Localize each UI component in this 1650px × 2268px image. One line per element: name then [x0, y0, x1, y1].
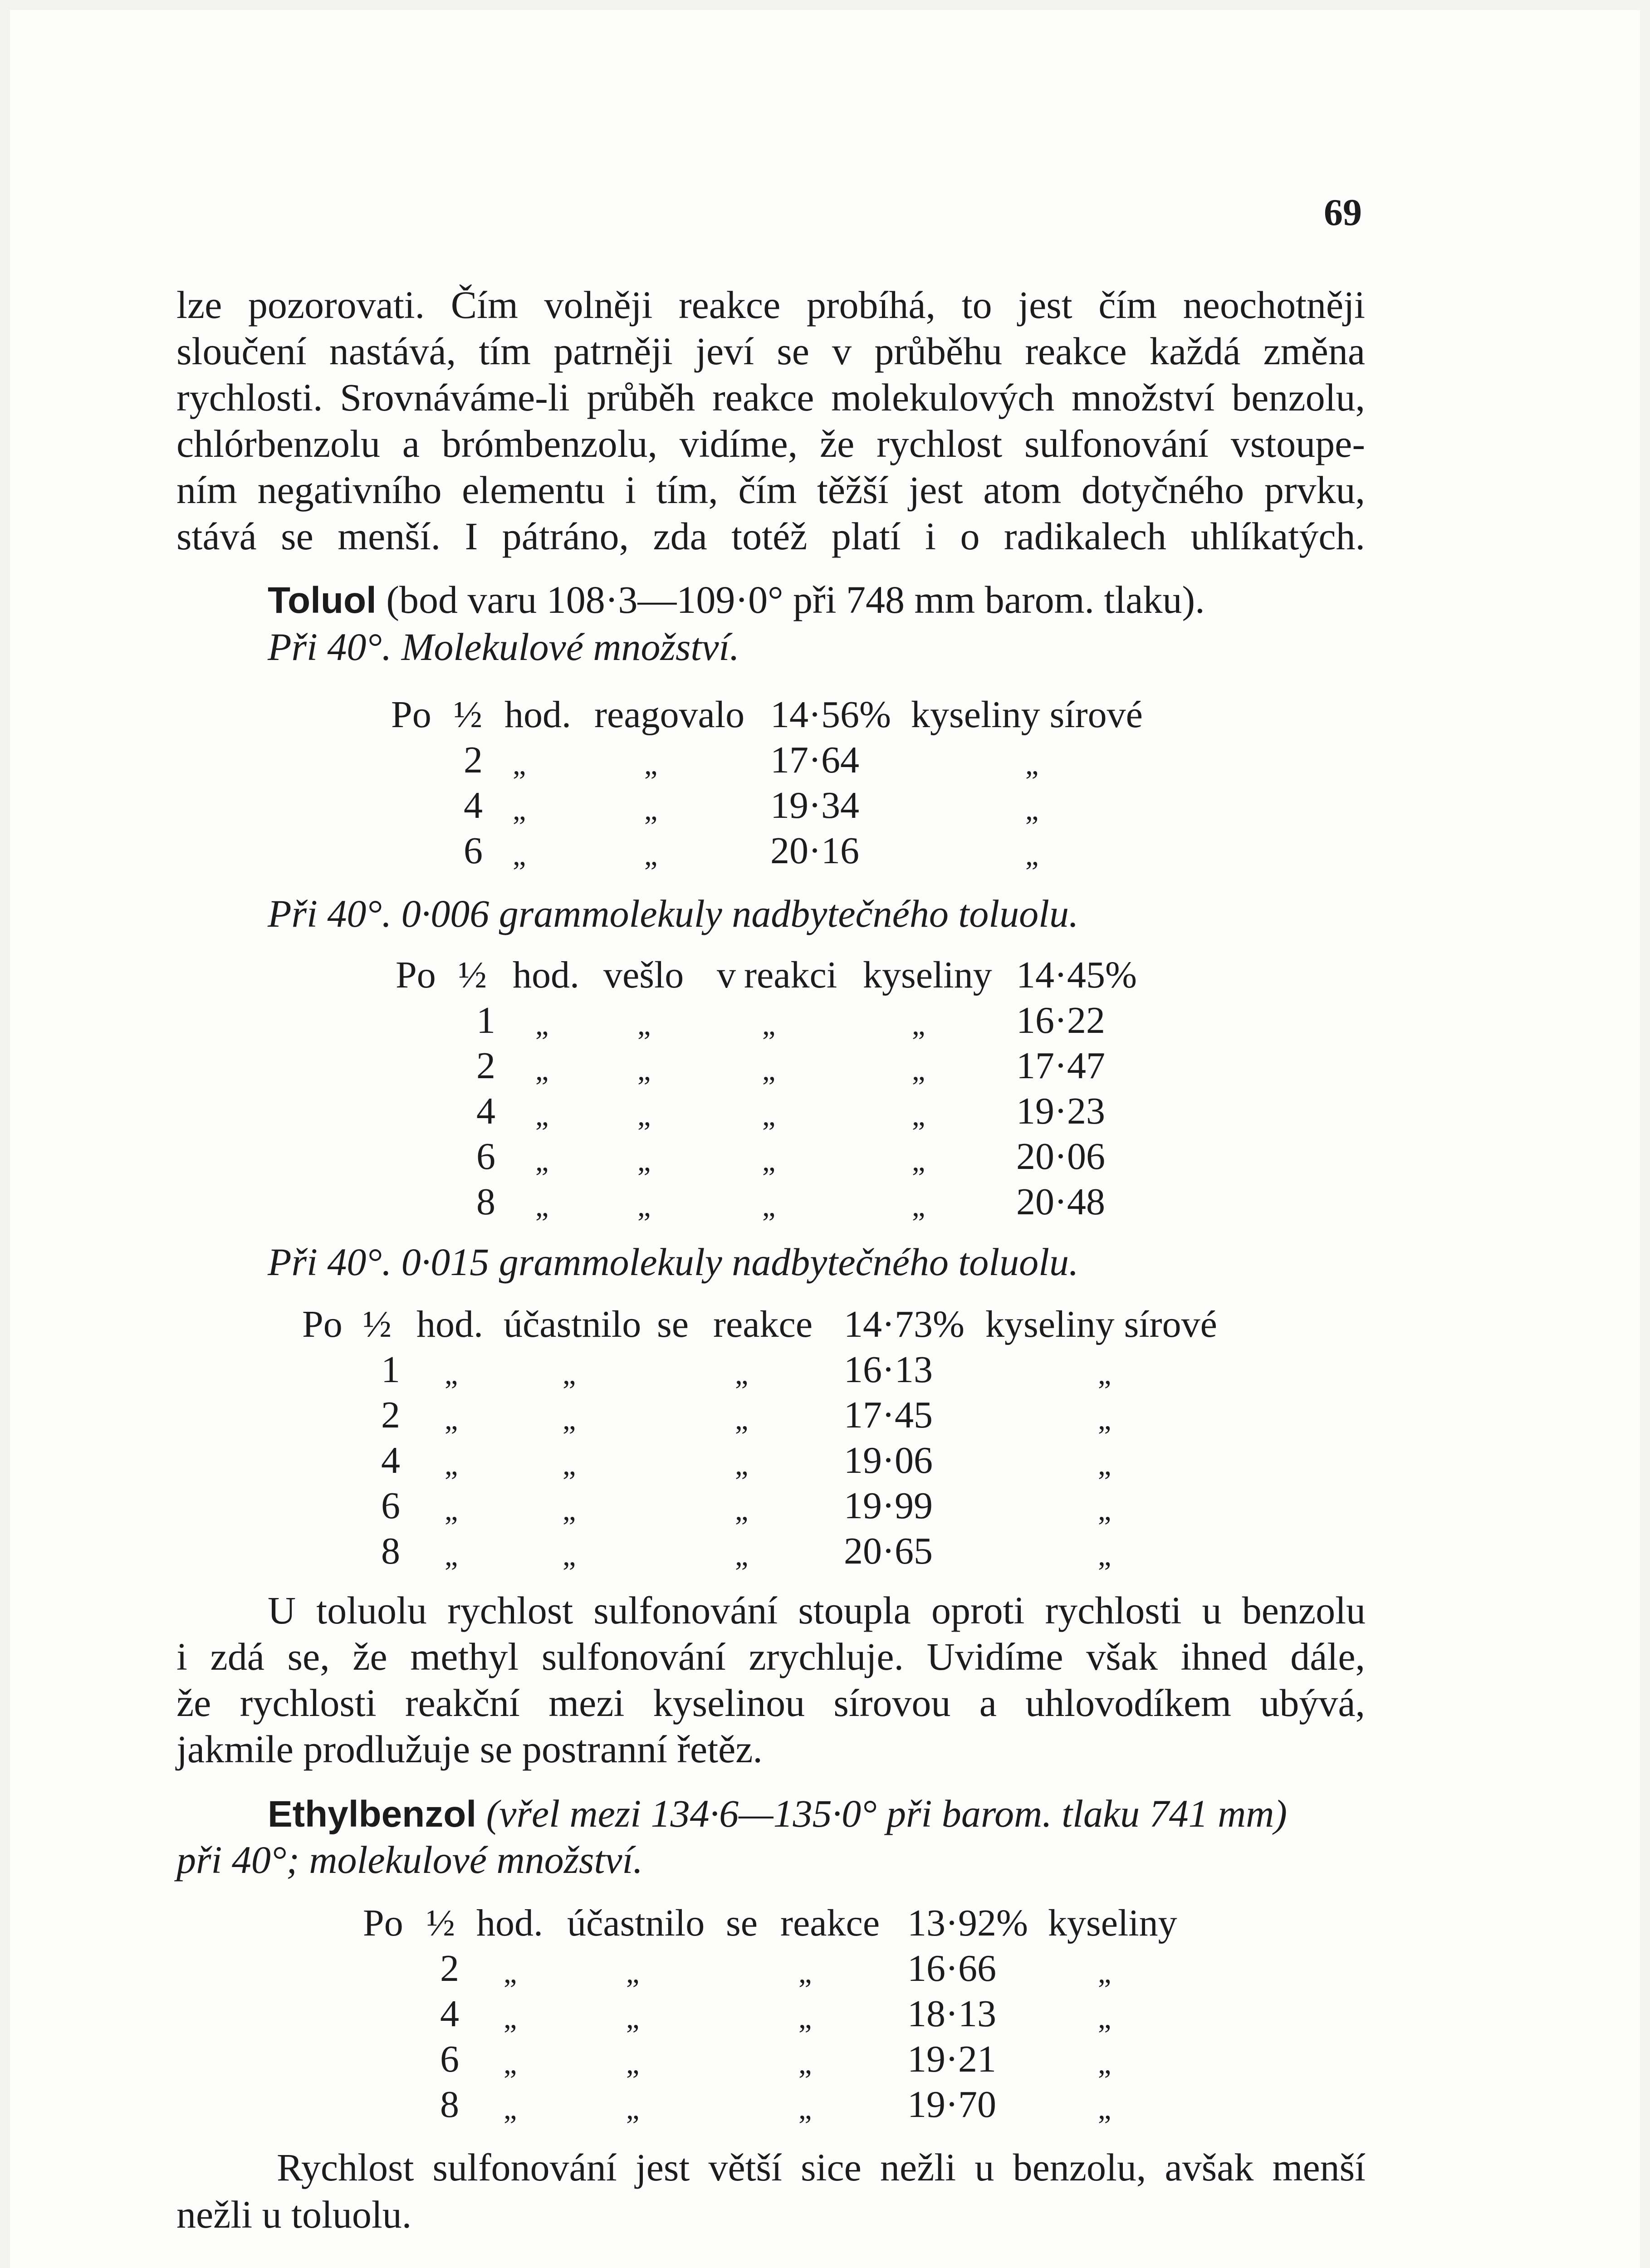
ditto-mark: „: [1025, 748, 1039, 781]
ditto-mark: „: [445, 1539, 458, 1572]
time-cell: 2: [476, 1045, 495, 1087]
conclusion-line: i zdá se, že methyl sulfonování zrychluje. Uvidíme však ihned dále,: [176, 1635, 1365, 1678]
ditto-mark: „: [644, 839, 658, 872]
ethyl-subheading: při 40°; molekulové množství.: [176, 1838, 643, 1882]
word-label: reakce: [713, 1303, 813, 1345]
ditto-mark: „: [504, 1956, 517, 1989]
time-cell: 6: [440, 2038, 459, 2080]
time-cell: 4: [440, 1993, 459, 2035]
toluol-heading: [268, 577, 1266, 623]
ditto-mark: „: [535, 1099, 549, 1132]
po-label: Po: [363, 1902, 403, 1944]
hod-label: hod.: [513, 954, 579, 996]
word-label: účastnilo: [504, 1303, 641, 1345]
ditto-mark: „: [563, 1403, 576, 1436]
ditto-mark: „: [637, 1099, 651, 1132]
half-label: ½: [458, 954, 487, 996]
ditto-mark: „: [563, 1358, 576, 1391]
value-cell: 14·73%: [844, 1303, 965, 1345]
intro-line: sloučení nastává, tím patrněji jeví se v průběhu reakce každá změna: [176, 329, 1365, 373]
po-label: Po: [391, 694, 431, 736]
value-cell: 19·34: [770, 784, 859, 826]
verb-label: reagovalo: [594, 694, 745, 736]
time-cell: 2: [464, 739, 483, 781]
time-cell: 1: [476, 999, 495, 1041]
intro-line: stává se menší. I pátráno, zda totéž platí i o radikalech uhlíkatých.: [176, 514, 1365, 558]
ditto-mark: „: [445, 1358, 458, 1391]
time-cell: 6: [476, 1135, 495, 1178]
word-label: vešlo: [603, 954, 684, 996]
ditto-mark: „: [762, 1190, 776, 1223]
value-cell: 16·13: [844, 1349, 933, 1391]
ditto-mark: „: [626, 1956, 640, 1989]
po-label: Po: [302, 1303, 343, 1345]
ditto-mark: „: [637, 1054, 651, 1087]
final-line: Rychlost sulfonování jest větší sice nežli u benzolu, avšak menší: [277, 2146, 1366, 2189]
time-cell: 2: [440, 1947, 459, 1989]
word-label: se: [726, 1902, 758, 1944]
unit-label: kyseliny: [1048, 1902, 1177, 1944]
value-cell: 19·06: [844, 1439, 933, 1481]
toluol-desc: (bod varu 108·3—109·0° při 748 mm barom. tlaku).: [386, 578, 1205, 621]
value-cell: 20·16: [770, 830, 859, 872]
ditto-mark: „: [644, 748, 658, 781]
intro-line: rychlosti. Srovnáváme-li průběh reakce molekulových množství benzolu,: [176, 376, 1365, 419]
time-cell: 6: [464, 830, 483, 872]
time-cell: 8: [440, 2083, 459, 2126]
value-cell: 20·65: [844, 1530, 933, 1572]
conclusion-line: jakmile prodlužuje se postranní řetěz.: [176, 1727, 763, 1771]
ditto-mark: „: [513, 748, 526, 781]
ditto-mark: „: [1098, 2002, 1111, 2035]
ditto-mark: „: [626, 2047, 640, 2080]
ditto-mark: „: [1025, 793, 1039, 826]
intro-line: lze pozorovati. Čím volněji reakce probíhá, to jest čím neochotněji: [176, 283, 1365, 327]
value-cell: 16·66: [907, 1947, 996, 1989]
conclusion-line: že rychlosti reakční mezi kyselinou sírovou a uhlovodíkem ubývá,: [176, 1681, 1365, 1725]
time-cell: 4: [381, 1439, 400, 1481]
ditto-mark: „: [637, 1008, 651, 1041]
hod-label: hod.: [416, 1303, 483, 1345]
ditto-mark: „: [798, 2047, 812, 2080]
ditto-mark: „: [626, 2002, 640, 2035]
unit-label: kyseliny sírové: [911, 694, 1143, 736]
ditto-mark: „: [535, 1008, 549, 1041]
final-line: nežli u toluolu.: [176, 2193, 412, 2236]
half-label: ½: [454, 694, 482, 736]
value-cell: 14·45%: [1016, 954, 1137, 996]
toluol-subheading-3: Při 40°. 0·015 grammolekuly nadbytečného toluolu.: [268, 1240, 1079, 1284]
ditto-mark: „: [912, 1054, 925, 1087]
ditto-mark: „: [735, 1358, 749, 1391]
intro-line: chlórbenzolu a brómbenzolu, vidíme, že rychlost sulfonování vstoupe-: [176, 422, 1365, 465]
word-label: se: [657, 1303, 689, 1345]
value-cell: 19·21: [907, 2038, 996, 2080]
ditto-mark: „: [513, 839, 526, 872]
value-cell: 19·99: [844, 1485, 933, 1527]
ditto-mark: „: [735, 1539, 749, 1572]
ditto-mark: „: [798, 2002, 812, 2035]
ditto-mark: „: [1098, 1448, 1111, 1481]
ditto-mark: „: [504, 2047, 517, 2080]
ditto-mark: „: [798, 1956, 812, 1989]
ditto-mark: „: [1098, 1539, 1111, 1572]
value-cell: 16·22: [1016, 999, 1105, 1041]
ditto-mark: „: [762, 1008, 776, 1041]
ditto-mark: „: [1098, 1403, 1111, 1436]
value-cell: 17·47: [1016, 1045, 1105, 1087]
ditto-mark: „: [563, 1448, 576, 1481]
ditto-mark: „: [504, 2002, 517, 2035]
value-cell: 13·92%: [907, 1902, 1028, 1944]
value-cell: 14·56%: [770, 694, 891, 736]
ethyl-name: Ethylbenzol: [268, 1794, 477, 1835]
ditto-mark: „: [762, 1144, 776, 1178]
value-cell: 17·45: [844, 1394, 933, 1436]
value-cell: 18·13: [907, 1993, 996, 2035]
ditto-mark: „: [735, 1494, 749, 1527]
ditto-mark: „: [535, 1144, 549, 1178]
ditto-mark: „: [626, 2092, 640, 2126]
time-cell: 2: [381, 1394, 400, 1436]
ditto-mark: „: [445, 1448, 458, 1481]
ditto-mark: „: [912, 1008, 925, 1041]
time-cell: 4: [464, 784, 483, 826]
time-cell: 8: [381, 1530, 400, 1572]
ditto-mark: „: [445, 1494, 458, 1527]
value-cell: 17·64: [770, 739, 859, 781]
ditto-mark: „: [535, 1054, 549, 1087]
conclusion-line: U toluolu rychlost sulfonování stoupla oproti rychlosti u benzolu: [268, 1589, 1366, 1632]
word-label: účastnilo: [567, 1902, 705, 1944]
half-label: ½: [363, 1303, 392, 1345]
value-cell: 19·23: [1016, 1090, 1105, 1132]
ditto-mark: „: [637, 1144, 651, 1178]
value-cell: 20·48: [1016, 1181, 1105, 1223]
ditto-mark: „: [1098, 2092, 1111, 2126]
ditto-mark: „: [762, 1099, 776, 1132]
ditto-mark: „: [912, 1144, 925, 1178]
ditto-mark: „: [1098, 1358, 1111, 1391]
word-label: v: [717, 954, 736, 996]
unit-label: kyseliny sírové: [985, 1303, 1217, 1345]
ditto-mark: „: [504, 2092, 517, 2126]
word-label: reakci: [744, 954, 837, 996]
ethyl-heading: [268, 1791, 1366, 1837]
time-cell: 6: [381, 1485, 400, 1527]
ditto-mark: „: [762, 1054, 776, 1087]
toluol-name: Toluol: [268, 580, 377, 621]
ditto-mark: „: [644, 793, 658, 826]
hod-label: hod.: [504, 694, 571, 736]
intro-line: ním negativního elementu i tím, čím těžší jest atom dotyčného prvku,: [176, 468, 1365, 512]
ditto-mark: „: [563, 1494, 576, 1527]
ditto-mark: „: [798, 2092, 812, 2126]
ditto-mark: „: [735, 1448, 749, 1481]
ditto-mark: „: [1098, 1494, 1111, 1527]
ditto-mark: „: [513, 793, 526, 826]
hod-label: hod.: [476, 1902, 543, 1944]
time-cell: 1: [381, 1349, 400, 1391]
page-number: 69: [1324, 191, 1362, 234]
ditto-mark: „: [563, 1539, 576, 1572]
ethyl-desc: (vřel mezi 134·6—135·0° při barom. tlaku 741 mm): [486, 1792, 1288, 1835]
half-label: ½: [426, 1902, 455, 1944]
ditto-mark: „: [1098, 1956, 1111, 1989]
time-cell: 4: [476, 1090, 495, 1132]
ditto-mark: „: [735, 1403, 749, 1436]
value-cell: 19·70: [907, 2083, 996, 2126]
ditto-mark: „: [637, 1190, 651, 1223]
ditto-mark: „: [1098, 2047, 1111, 2080]
toluol-subheading-1: Při 40°. Molekulové množství.: [268, 625, 739, 669]
ditto-mark: „: [912, 1099, 925, 1132]
ditto-mark: „: [912, 1190, 925, 1223]
ditto-mark: „: [535, 1190, 549, 1223]
value-cell: 20·06: [1016, 1135, 1105, 1178]
word-label: kyseliny: [863, 954, 992, 996]
po-label: Po: [396, 954, 436, 996]
toluol-subheading-2: Při 40°. 0·006 grammolekuly nadbytečného toluolu.: [268, 892, 1079, 935]
time-cell: 8: [476, 1181, 495, 1223]
word-label: reakce: [780, 1902, 880, 1944]
ditto-mark: „: [445, 1403, 458, 1436]
ditto-mark: „: [1025, 839, 1039, 872]
